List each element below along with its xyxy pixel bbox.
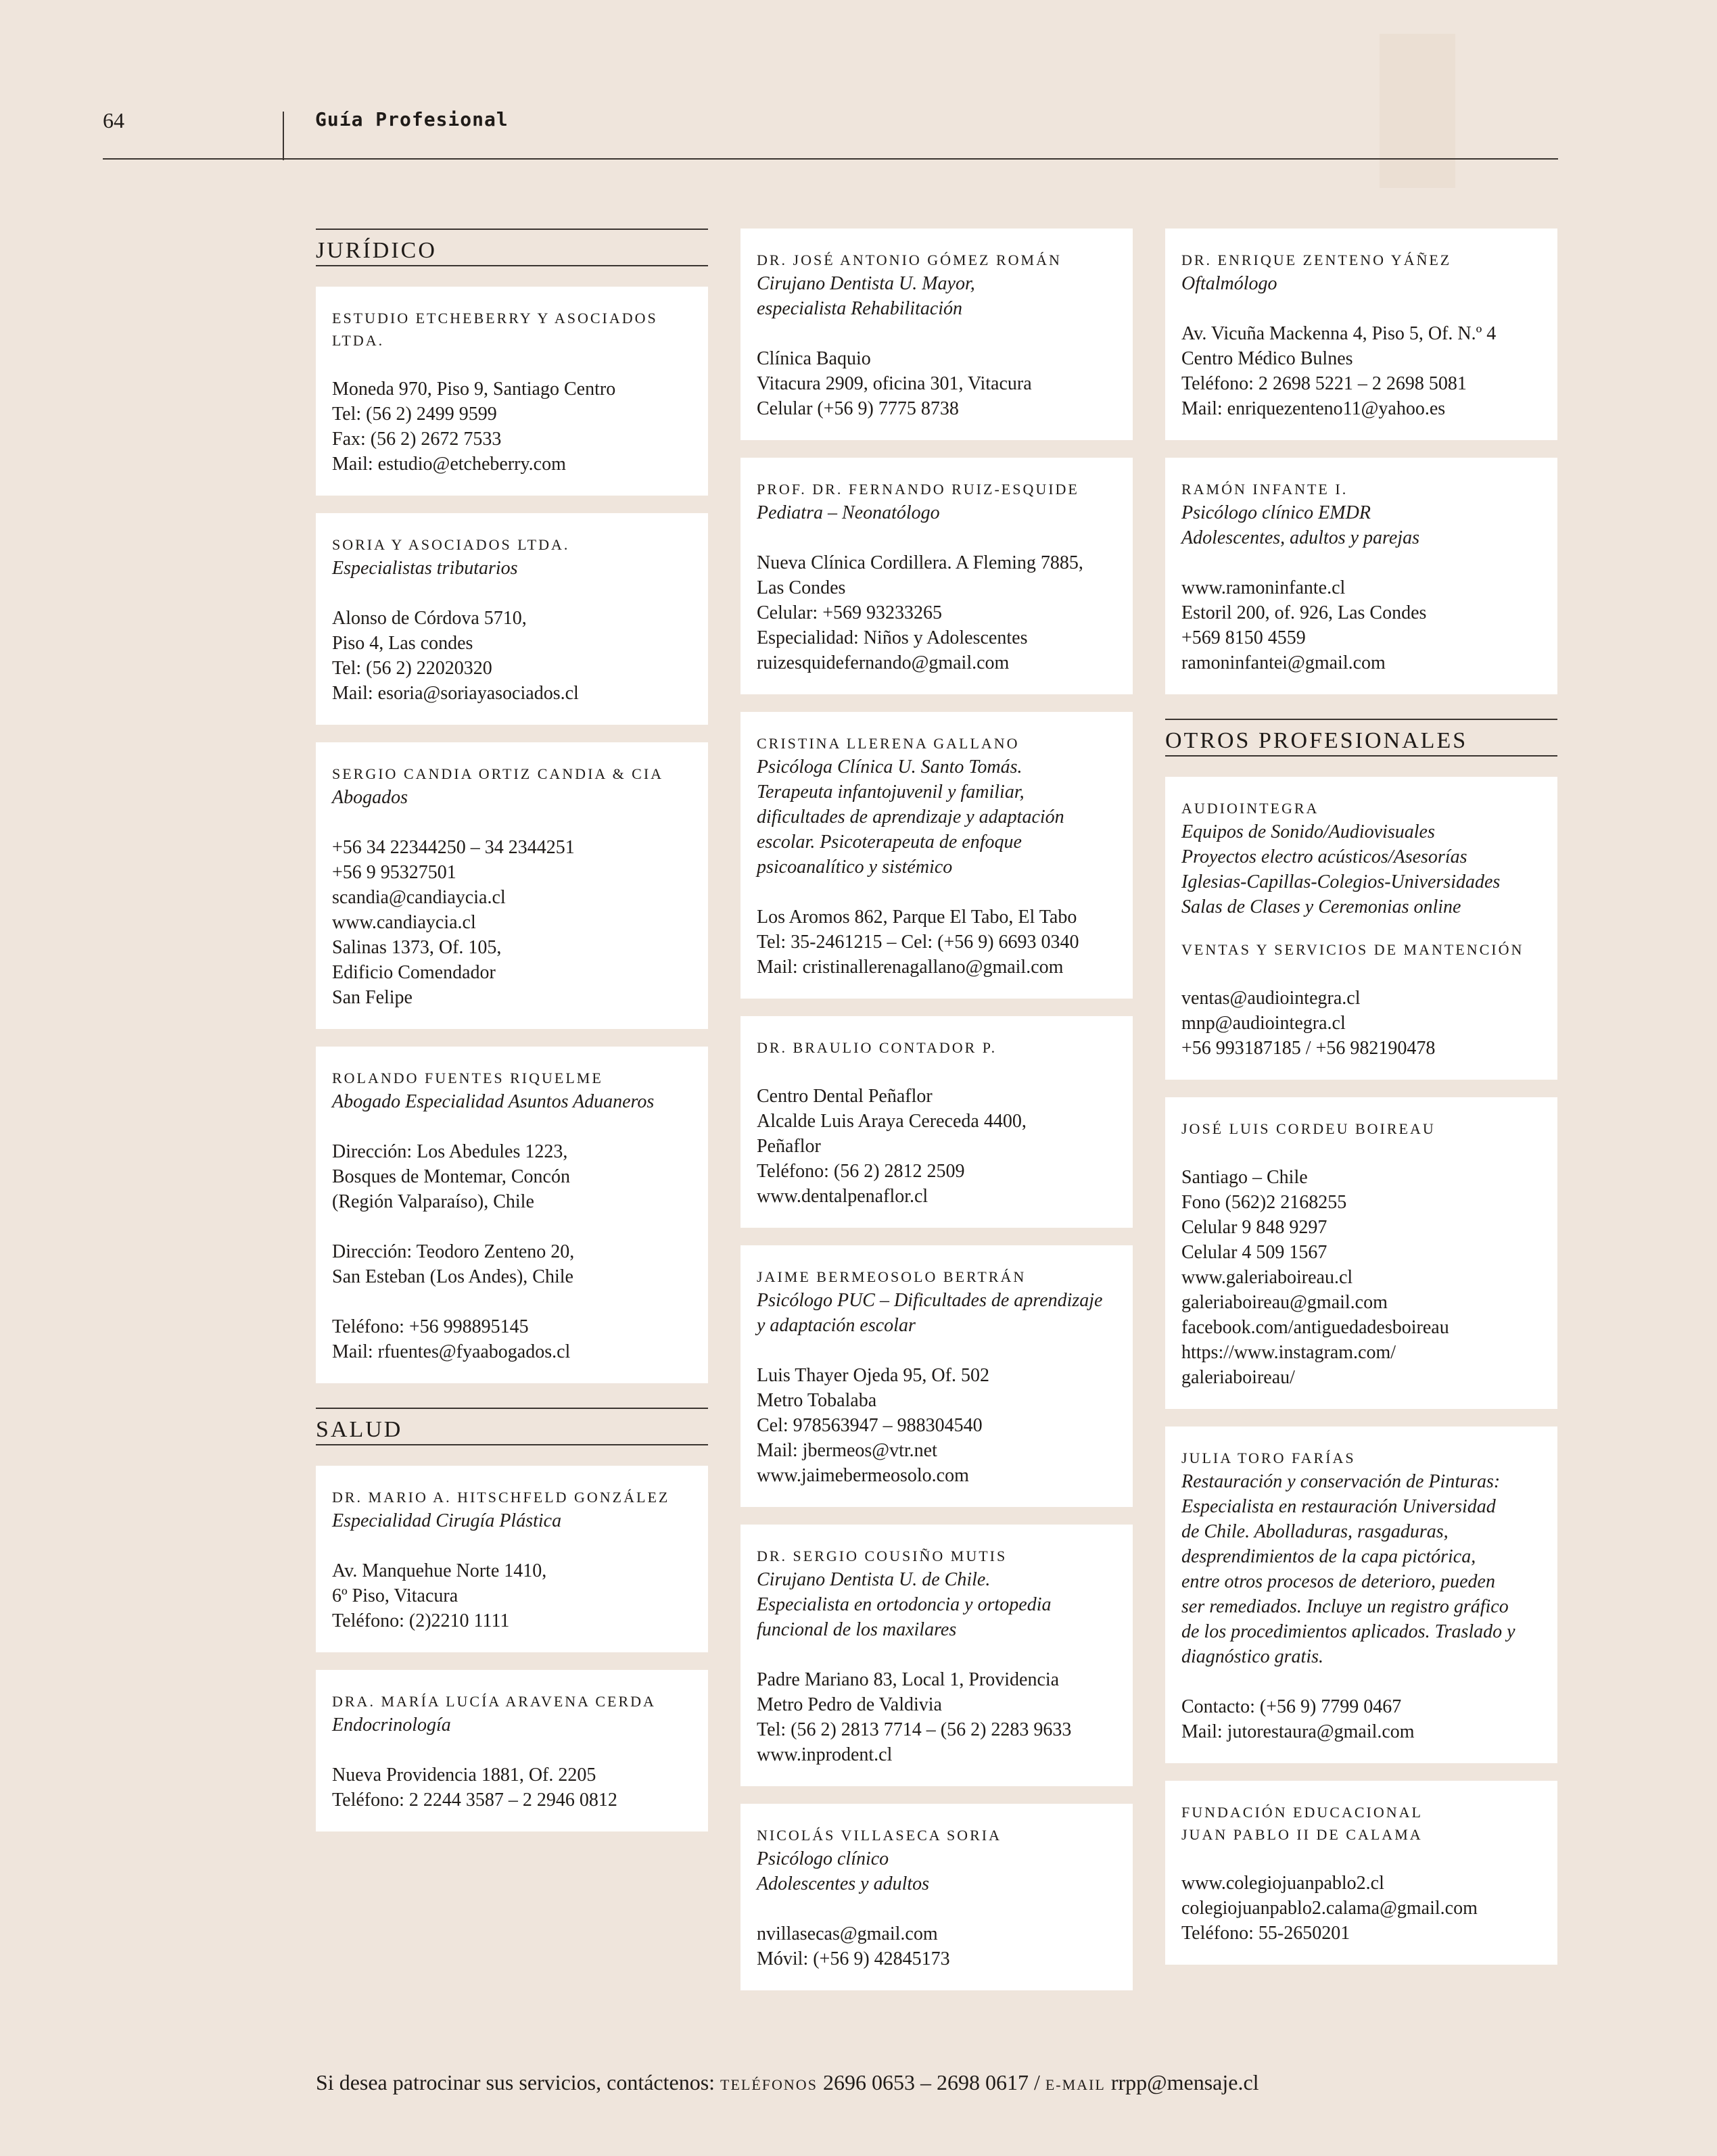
section-heading-juridico: JURÍDICO [316,229,708,266]
listing-specialty: Psicólogo clínico Adolescentes y adultos [757,1848,930,1894]
listing-name: JAIME BERMEOSOLO BERTRÁN [757,1268,1027,1285]
listing-specialty: Cirujano Dentista U. de Chile. Especialista en ortodoncia y ortopedia funcional de los maxilares [757,1569,1052,1640]
listing-contact: Av. Vicuña Mackenna 4, Piso 5, Of. N.º 4 Centro Médico Bulnes Teléfono: 2 2698 5221 – 2 2698 5081 Mail: enriquezenteno11@yahoo.es [1181,323,1497,419]
listing-name: JOSÉ LUIS CORDEU BOIREAU [1181,1120,1436,1137]
listing-contact: Luis Thayer Ojeda 95, Of. 502 Metro Tobalaba Cel: 978563947 – 988304540 Mail: jbermeos@vtr.net www.jaimebermeosolo.com [757,1365,989,1486]
listing-contact: nvillasecas@gmail.com Móvil: (+56 9) 42845173 [757,1923,950,1969]
listing-specialty: Psicóloga Clínica U. Santo Tomás. Terapeuta infantojuvenil y familiar, dificultades de aprendizaje y adaptación escolar. Psicoterapeuta de enfoque psicoanalítico y sistémico [757,757,1064,878]
listing-card [1165,229,1557,440]
listing-card [740,458,1133,694]
separator: / [1033,2070,1040,2094]
listing-name: DR. BRAULIO CONTADOR P. [757,1039,997,1056]
listing-specialty: Psicólogo clínico EMDR Adolescentes, adultos y parejas [1181,502,1420,548]
listing-specialty: Abogados [332,787,408,808]
listing-contact: Padre Mariano 83, Local 1, Providencia Metro Pedro de Valdivia Tel: (56 2) 2813 7714 – (56 2) 2283 9633 www.inprodent.cl [757,1669,1072,1765]
listing-specialty: Equipos de Sonido/Audiovisuales Proyectos electro acústicos/Asesorías Iglesias-Capillas-Colegios-Universidades Salas de Clases y Ceremonias online [1181,821,1501,917]
running-head: Guía Profesional [315,108,509,130]
listing-card [316,513,708,725]
listing-card [740,712,1133,999]
listing-contact: Alonso de Córdova 5710, Piso 4, Las condes Tel: (56 2) 22020320 Mail: esoria@soriayasociados.cl [332,608,579,704]
email-label: E-MAIL [1045,2076,1106,2093]
sponsor-lead: Si desea patrocinar sus servicios, contáctenos: [316,2070,715,2094]
listing-name: SERGIO CANDIA ORTIZ CANDIA & CIA [332,765,664,782]
listing-specialty: Especialistas tributarios [332,558,518,579]
listing-contact: Santiago – Chile Fono (562)2 2168255 Celular 9 848 9297 Celular 4 509 1567 www.galeriaboireau.cl galeriaboireau@gmail.com facebook.com/antiguedadesboireau https://www.instagram.com/ galeriaboireau/ [1181,1167,1449,1388]
listing-name: RAMÓN INFANTE I. [1181,481,1348,498]
listing-card [316,1466,708,1652]
header-divider [283,112,284,160]
listing-specialty: Abogado Especialidad Asuntos Aduaneros [332,1091,655,1112]
listing-specialty: Cirujano Dentista U. Mayor, especialista Rehabilitación [757,273,975,319]
listing-card [1165,458,1557,694]
listing-card [740,1804,1133,1990]
listing-contact: Teléfono: +56 998895145 Mail: rfuentes@fyaabogados.cl [332,1316,571,1362]
listing-name: DR. ENRIQUE ZENTENO YÁÑEZ [1181,251,1452,268]
listing-card [740,229,1133,440]
listing-contact: Nueva Clínica Cordillera. A Fleming 7885, Las Condes Celular: +569 93233265 Especialidad: Niños y Adolescentes ruizesquidefernando@gmail.com [757,552,1083,673]
sponsor-note [316,2070,1259,2095]
page-number: 64 [103,108,124,133]
listing-name: FUNDACIÓN EDUCACIONAL JUAN PABLO II DE CALAMA [1181,1804,1423,1843]
listing-contact: Av. Manquehue Norte 1410, 6º Piso, Vitacura Teléfono: (2)2210 1111 [332,1560,547,1631]
listing-specialty: Especialidad Cirugía Plástica [332,1510,562,1531]
listing-name: PROF. DR. FERNANDO RUIZ-ESQUIDE [757,481,1079,498]
listing-contact: ventas@audiointegra.cl mnp@audiointegra.cl +56 993187185 / +56 982190478 [1181,988,1436,1059]
listing-contact: www.colegiojuanpablo2.cl colegiojuanpablo2.calama@gmail.com Teléfono: 55-2650201 [1181,1873,1478,1944]
page-tab-marker [1380,34,1455,188]
listing-card [740,1525,1133,1786]
listing-specialty: Psicólogo PUC – Dificultades de aprendizaje y adaptación escolar [757,1290,1103,1336]
listing-contact: Los Aromos 862, Parque El Tabo, El Tabo Tel: 35-2461215 – Cel: (+56 9) 6693 0340 Mail: cristinallerenagallano@gmail.com [757,907,1079,978]
listing-card [316,1047,708,1383]
listing-name: DR. SERGIO COUSIÑO MUTIS [757,1548,1008,1564]
listing-contact: Moneda 970, Piso 9, Santiago Centro Tel: (56 2) 2499 9599 Fax: (56 2) 2672 7533 Mail: estudio@etcheberry.com [332,379,616,475]
listing-card [1165,1781,1557,1965]
listing-name: AUDIOINTEGRA [1181,800,1319,817]
header-rule [103,158,1558,160]
listing-card [1165,1097,1557,1409]
listing-specialty: Pediatra – Neonatólogo [757,502,940,523]
listing-specialty: Restauración y conservación de Pinturas: Especialista en restauración Universidad de Chile. Abolladuras, rasgaduras, desprendimientos de la capa pictórica, entre otros procesos de deterioro, pueden ser remediados. Incluye un registro gráfico de los procedimientos aplicados. Traslado y diagnóstico gratis. [1181,1471,1515,1667]
listing-contact: Dirección: Los Abedules 1223, Bosques de Montemar, Concón (Región Valparaíso), Chile [332,1141,570,1212]
listing-name: ROLANDO FUENTES RIQUELME [332,1070,603,1086]
listing-card [316,742,708,1029]
listing-specialty: Oftalmólogo [1181,273,1277,294]
column-3 [1165,229,1557,1982]
listing-card [1165,777,1557,1080]
listing-name: DRA. MARÍA LUCÍA ARAVENA CERDA [332,1693,656,1710]
listing-contact: Clínica Baquio Vitacura 2909, oficina 301, Vitacura Celular (+56 9) 7775 8738 [757,348,1032,419]
phones: 2696 0653 – 2698 0617 [822,2070,1029,2094]
listing-name: DR. MARIO A. HITSCHFELD GONZÁLEZ [332,1489,670,1506]
listing-contact: +56 34 22344250 – 34 2344251 +56 9 95327501 scandia@candiaycia.cl www.candiaycia.cl Salinas 1373, Of. 105, Edificio Comendador San Felipe [332,837,575,1008]
listing-specialty: Endocrinología [332,1715,451,1735]
listing-name: SORIA Y ASOCIADOS LTDA. [332,536,570,553]
listing-card [316,287,708,496]
listing-contact: Centro Dental Peñaflor Alcalde Luis Araya Cereceda 4400, Peñaflor Teléfono: (56 2) 2812 2509 www.dentalpenaflor.cl [757,1086,1027,1207]
email: rrpp@mensaje.cl [1110,2070,1259,2094]
listing-card [316,1670,708,1831]
listing-card [740,1245,1133,1507]
listing-name: CRISTINA LLERENA GALLANO [757,735,1020,752]
listing-contact: Dirección: Teodoro Zenteno 20, San Esteban (Los Andes), Chile [332,1241,575,1287]
listing-contact: Contacto: (+56 9) 7799 0467 Mail: jutorestaura@gmail.com [1181,1696,1415,1742]
listing-card [1165,1427,1557,1763]
listing-name: ESTUDIO ETCHEBERRY Y ASOCIADOS LTDA. [332,310,658,349]
section-heading-otros: OTROS PROFESIONALES [1165,719,1557,757]
listing-contact: Nueva Providencia 1881, Of. 2205 Teléfono: 2 2244 3587 – 2 2946 0812 [332,1765,617,1811]
listing-contact: www.ramoninfante.cl Estoril 200, of. 926, Las Condes +569 8150 4559 ramoninfantei@gmail.com [1181,577,1427,673]
section-heading-salud: SALUD [316,1408,708,1445]
listing-name: JULIA TORO FARÍAS [1181,1450,1356,1466]
column-1 [316,229,708,1849]
listing-name: DR. JOSÉ ANTONIO GÓMEZ ROMÁN [757,251,1062,268]
listing-card [740,1016,1133,1228]
column-2 [740,229,1133,2008]
listing-name: NICOLÁS VILLASECA SORIA [757,1827,1002,1844]
phones-label: TELÉFONOS [720,2076,818,2093]
listing-subheading: VENTAS Y SERVICIOS DE MANTENCIÓN [1181,941,1524,958]
